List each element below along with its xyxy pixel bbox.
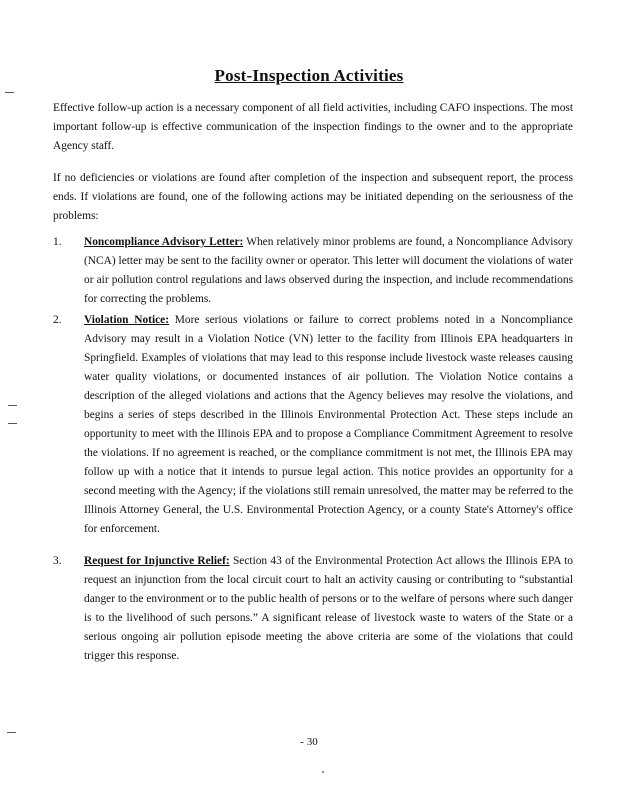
list-item-body	[84, 311, 573, 539]
list-item-number: 3.	[53, 555, 62, 567]
list-item-heading: Noncompliance Advisory Letter:	[84, 236, 244, 248]
intro-paragraph: Effective follow-up action is a necessary component of all field activities, including CAFO inspections. The most important follow-up is effective communication of the inspection findings to the owner and to the appropriate Agency staff.	[53, 102, 573, 152]
scan-margin-mark	[5, 92, 14, 93]
list-item-number: 2.	[53, 314, 62, 326]
list-item-number: 1.	[53, 236, 62, 248]
list-item-text: When relatively minor problems are found, a Noncompliance Advisory (NCA) letter may be sent to the facility owner or operator. This letter will document the violations of water or air pollution control regulations and laws observed during the inspection, and include recommendations for correcting the problems.	[84, 236, 574, 305]
scan-margin-mark	[8, 405, 17, 406]
list-item-heading: Request for Injunctive Relief:	[84, 555, 230, 567]
scan-margin-mark	[8, 423, 17, 424]
list-item-body	[84, 233, 573, 309]
list-item-text: More serious violations or failure to correct problems noted in a Noncompliance Advisory may result in a Violation Notice (VN) letter to the facility from Illinois EPA headquarters in Springfield. Examples of violations that may lead to this response include livestock waste releases causing water quality violations, or documented instances of air pollution. The Violation Notice contains a description of the alleged violations and actions that the Agency believes may resolve the violations, and begins a series of steps described in the Illinois Environmental Protection Act. These steps include an opportunity to meet with the Illinois EPA and to propose a Compliance Commitment Agreement to resolve the violations. If no agreement is reached, or the compliance commitment is not met, the Illinois EPA may follow up with a notice that it intends to pursue legal action. This notice provides an opportunity for a second meeting with the Agency; if the violations still remain unresolved, the matter may be referred to the Illinois Attorney General, the U.S. Environmental Protection Agency, or a county State's Attorney's office for enforcement.	[84, 314, 573, 535]
page-number: - 30	[300, 736, 318, 748]
page-title: Post-Inspection Activities	[214, 66, 404, 85]
conditions-paragraph: If no deficiencies or violations are found after completion of the inspection and subsequent report, the process ends. If violations are found, one of the following actions may be initiated depending on the seriousness of the problems:	[53, 172, 573, 222]
scan-speck	[322, 771, 324, 773]
scan-margin-mark	[7, 732, 16, 733]
list-item-body	[84, 552, 573, 666]
list-item-text: Section 43 of the Environmental Protection Act allows the Illinois EPA to request an injunction from the local circuit court to halt an activity causing or contributing to “substantial danger to the environment or to the public health of persons or to the welfare of persons where such danger is to the livelihood of such persons.” A significant release of livestock waste to waters of the State or a serious ongoing air pollution episode meeting the above criteria are some of the violations that could trigger this response.	[84, 555, 573, 662]
list-item-heading: Violation Notice:	[84, 314, 170, 326]
